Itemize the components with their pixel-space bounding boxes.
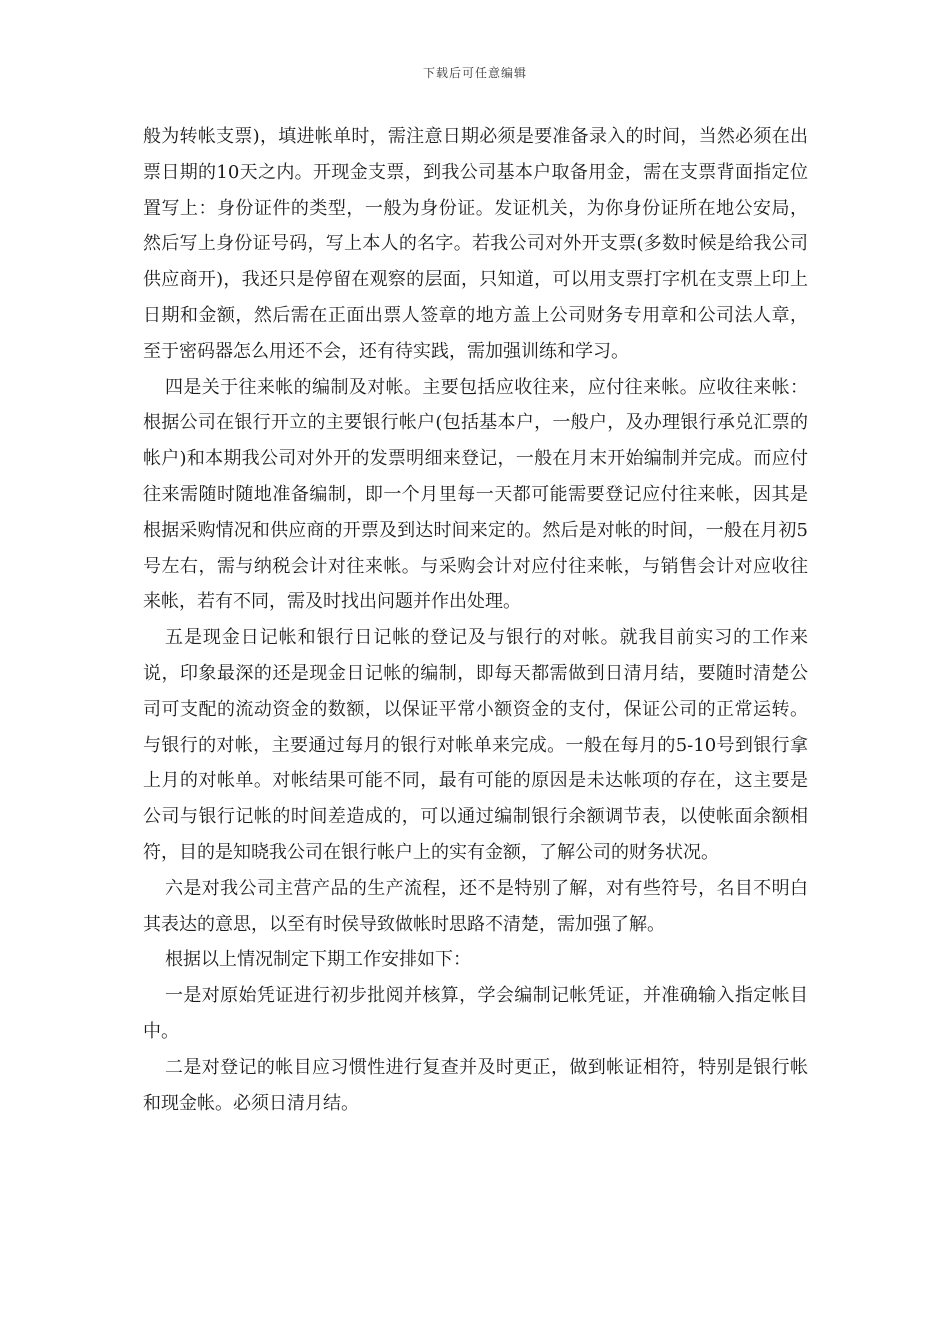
document-body [143, 119, 808, 1121]
paragraph-accounts-reconciliation: 四是关于往来帐的编制及对帐。主要包括应收往来，应付往来帐。应收往来帐：根据公司在银行开立的主要银行帐户(包括基本户，一般户，及办理银行承兑汇票的帐户)和本期我公司对外开的发票明细来登记，一般在月末开始编制并完成。而应付往来需随时随地准备编制，即一个月里每一天都可能需要登记应付往来帐，因其是根据采购情况和供应商的开票及到达时间来定的。然后是对帐的时间，一般在月初5号左右，需与纳税会计对往来帐。与采购会计对应付往来帐，与销售会计对应收往来帐，若有不同，需及时找出问题并作出处理。 [143, 376, 808, 613]
paragraph-product-process: 六是对我公司主营产品的生产流程，还不是特别了解，对有些符号，名目不明白其表达的意思，以至有时侯导致做帐时思路不清楚，需加强了解。 [143, 877, 808, 935]
paragraph-plan-item-2: 二是对登记的帐目应习惯性进行复查并及时更正，做到帐证相符，特别是银行帐和现金帐。必须日清月结。 [143, 1056, 808, 1114]
page-header: 下载后可任意编辑 [422, 66, 527, 80]
paragraph-journal-bank: 五是现金日记帐和银行日记帐的登记及与银行的对帐。就我目前实习的工作来说，印象最深的还是现金日记帐的编制，即每天都需做到日清月结，要随时清楚公司可支配的流动资金的数额，以保证平常小额资金的支付，保证公司的正常运转。与银行的对帐，主要通过每月的银行对帐单来完成。一般在每月的5-10号到银行拿上月的对帐单。对帐结果可能不同，最有可能的原因是未达帐项的存在，这主要是公司与银行记帐的时间差造成的，可以通过编制银行余额调节表，以使帐面余额相符，目的是知晓我公司在银行帐户上的实有金额，了解公司的财务状况。 [143, 627, 808, 863]
paragraph-plan-intro: 根据以上情况制定下期工作安排如下： [165, 949, 471, 971]
paragraph-continuation: 般为转帐支票)，填进帐单时，需注意日期必须是要准备录入的时间，当然必须在出票日期的10天之内。开现金支票，到我公司基本户取备用金，需在支票背面指定位置写上：身份证件的类型，一般为身份证。发证机关，为你身份证所在地公安局，然后写上身份证号码，写上本人的名字。若我公司对外开支票(多数时候是给我公司供应商开)，我还只是停留在观察的层面，只知道，可以用支票打字机在支票上印上日期和金额，然后需在正面出票人签章的地方盖上公司财务专用章和公司法人章，至于密码器怎么用还不会，还有待实践，需加强训练和学习。 [143, 126, 808, 362]
paragraph-plan-item-1: 一是对原始凭证进行初步批阅并核算，学会编制记帐凭证，并准确输入指定帐目中。 [143, 985, 808, 1042]
